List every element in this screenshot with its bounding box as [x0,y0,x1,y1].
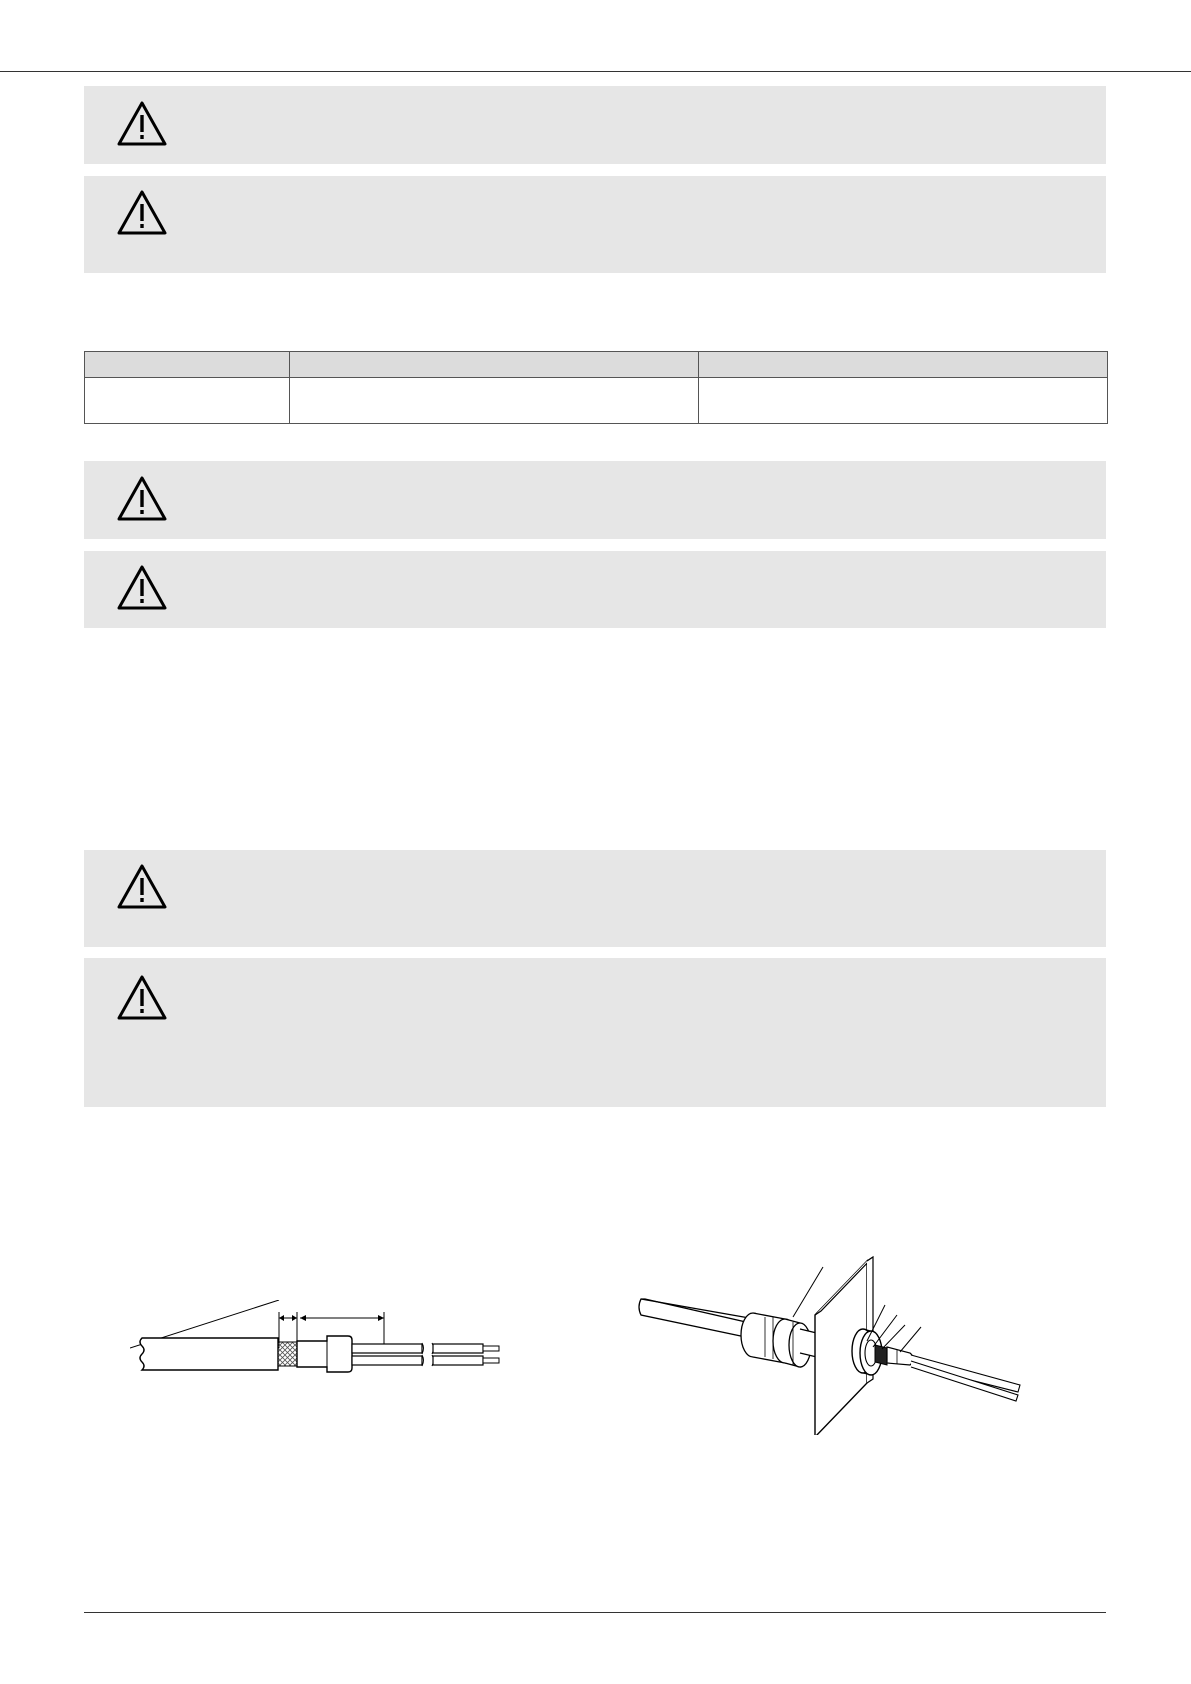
table-cell [85,378,290,424]
warning-box-4 [84,551,1106,628]
header-rule [0,71,1191,72]
table-header-row [85,352,1108,378]
warning-box-3 [84,461,1106,539]
table-header-cell [85,352,290,378]
table-header-cell [290,352,699,378]
warning-box-1 [84,86,1106,164]
warning-box-5 [84,850,1106,947]
table-row [85,378,1108,424]
stripped-cable-illustration [130,1300,550,1390]
warning-triangle-icon [116,564,168,612]
warning-triangle-icon [116,863,168,911]
spec-table [84,351,1108,424]
warning-triangle-icon [116,475,168,523]
warning-triangle-icon [116,189,168,237]
warning-triangle-icon [116,974,168,1022]
warning-triangle-icon [116,100,168,148]
warning-box-2 [84,176,1106,273]
cable-gland-assembly-illustration [635,1255,1070,1435]
warning-box-6 [84,958,1106,1107]
table-header-cell [699,352,1108,378]
footer-rule [84,1612,1106,1613]
table-cell [290,378,699,424]
table-cell [699,378,1108,424]
